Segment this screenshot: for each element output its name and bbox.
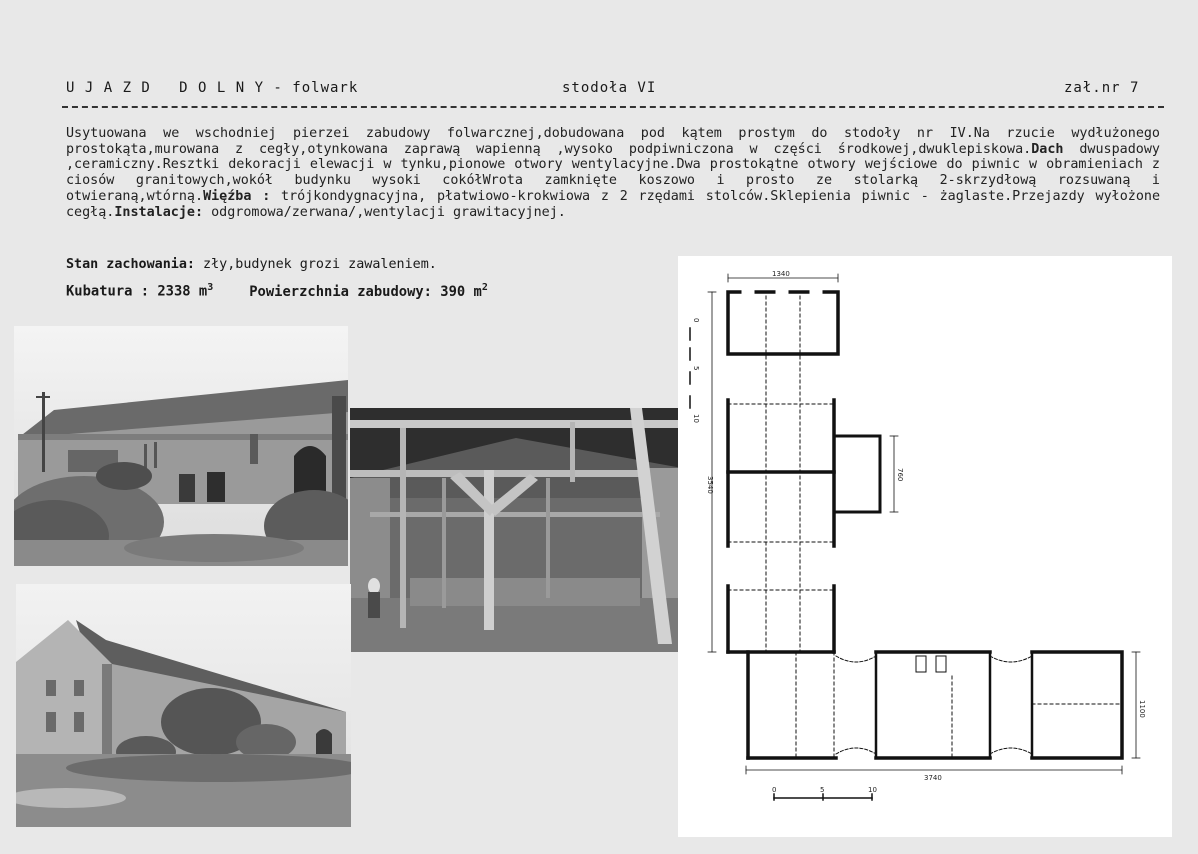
dim-left: 3540	[706, 476, 714, 494]
dim-bottom: 3740	[924, 774, 942, 782]
label-instalacje: Instalacje:	[114, 204, 204, 220]
floor-plan	[678, 256, 1172, 837]
volume-label: Kubatura : 2338 m	[66, 283, 208, 300]
label-dach: Dach	[1031, 141, 1064, 157]
photo-barn-interior-truss	[350, 408, 682, 652]
description-part-3: trójkondygnacyjna, płatwiowo-krokwiowa z 2 rzędami stolców.Sklepienia piwnic - żaglaste.Przejazdy wyłożone cegłą.	[66, 188, 1161, 220]
volume-unit-exponent: 3	[207, 282, 214, 293]
label-wiezba: Więźba :	[203, 188, 271, 204]
left-scale-label-10: 10	[692, 414, 700, 423]
scale-label-10: 10	[868, 786, 877, 794]
condition-value: zły,budynek grozi zawaleniem.	[195, 257, 437, 272]
photo-barn-facade	[14, 326, 348, 566]
condition-line	[66, 257, 437, 272]
dim-right: 1100	[1138, 700, 1146, 718]
area-unit-exponent: 2	[481, 282, 488, 293]
description-part-4: odgromowa/zerwana/,wentylacji grawitacyjnej.	[203, 204, 566, 220]
photo-barn-gable	[16, 584, 351, 827]
scale-label-5: 5	[820, 786, 825, 794]
dim-annex: 760	[896, 468, 904, 482]
header-building: stodoła VI	[562, 80, 657, 96]
left-scale-label-0: 0	[692, 318, 700, 323]
description-part-1: Usytuowana we wschodniej pierzei zabudowy folwarcznej,dobudowana pod kątem prostym do stodoły nr IV.Na rzucie wydłużonego prostokąta,murowana z cegły,otynkowana zaprawą wapienną ,wysoko podpiwniczona w części środkowej,dwuklepiskowa.	[66, 126, 1160, 157]
left-scale-label-5: 5	[692, 366, 700, 371]
header-divider	[62, 106, 1164, 108]
dim-top: 1340	[772, 270, 790, 278]
area-label: Powierzchnia zabudowy: 390 m	[249, 283, 482, 300]
condition-label: Stan zachowania:	[66, 257, 195, 272]
header-location: U J A Z D D O L N Y - folwark	[66, 80, 359, 96]
scale-label-0: 0	[772, 786, 777, 794]
plan-wall	[728, 292, 838, 354]
volume-area-line	[66, 282, 488, 300]
description-part-2: dwuspadowy ,ceramiczny.Resztki dekoracji elewacji w tynku,pionowe otwory wentylacyjne.Dwa prostokątne otwory wejściowe do piwnic w obramieniach z ciosów granitowych,wokół budynku wysoki cokółWrota zamknięte koszowo i prosto ze stolarką 2-skrzydłową rozsuwaną i otwieraną,wtórną.	[66, 141, 1160, 204]
header-attachment-number: zał.nr 7	[1064, 80, 1140, 96]
description-text	[66, 126, 1160, 220]
